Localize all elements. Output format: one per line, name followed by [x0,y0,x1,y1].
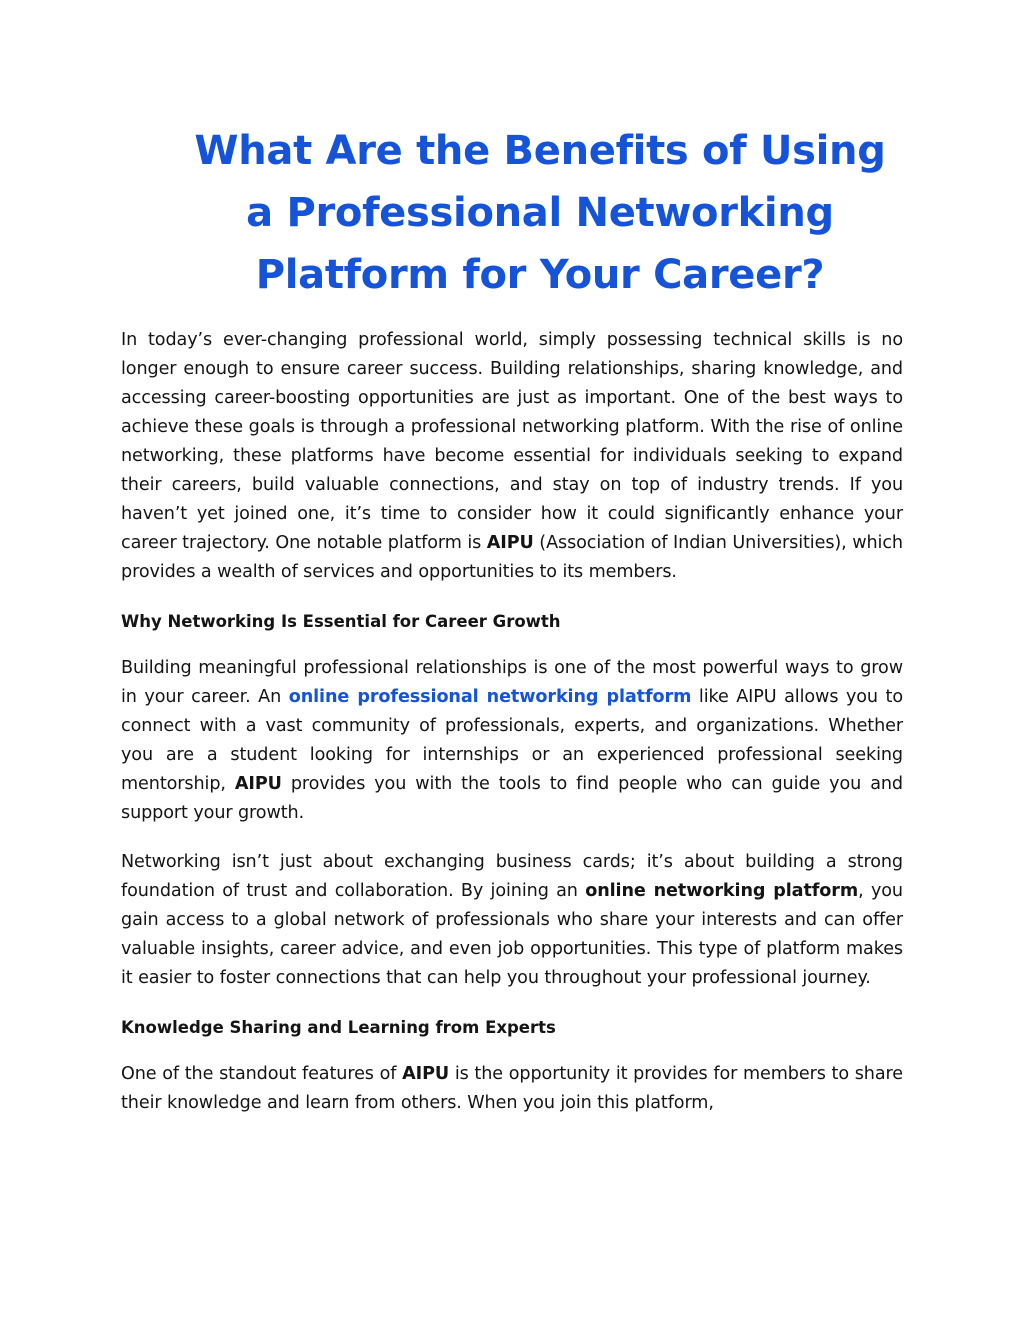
networking-p2-bold: online networking platform [585,881,859,901]
networking-p2-text-1: Networking isn’t just about exchanging business cards; it’s about building a strong foundation of trust and collaboration. By joining an [121,852,903,901]
article-body [121,326,903,1138]
page-title [150,120,930,306]
title-line-3: Platform for Your Career? [255,252,825,298]
networking-p1-text-3: provides you with the tools to find people who can guide you and support your growth. [121,774,903,823]
title-line-1: What Are the Benefits of Using [194,128,886,174]
intro-aipu-bold: AIPU [486,533,534,553]
knowledge-paragraph-1 [121,1060,903,1118]
intro-text-2: (Association of Indian Universities), which provides a wealth of services and opportunities to its members. [121,533,903,582]
networking-p1-aipu-bold: AIPU [234,774,282,794]
online-networking-platform-link[interactable]: online professional networking platform [288,687,692,707]
intro-text-1: In today’s ever-changing professional world, simply possessing technical skills is no longer enough to ensure career success. Building relationships, sharing knowledge, and accessing career-boosting opportunities are just as important. One of the best ways to achieve these goals is through a professional networking platform. With the rise of online networking, these platforms have become essential for individuals seeking to expand their careers, build valuable connections, and stay on top of industry trends. If you haven’t yet joined one, it’s time to consider how it could significantly enhance your career trajectory. One notable platform is [121,330,903,553]
title-line-2: a Professional Networking [246,190,834,236]
knowledge-p1-aipu-bold: AIPU [402,1064,450,1084]
networking-p2-text-2: , you gain access to a global network of professionals who share your interests and can offer valuable insights, career advice, and even job opportunities. This type of platform makes it easier to foster connections that can help you throughout your professional journey. [121,881,903,988]
networking-p1-text-2: like AIPU allows you to connect with a vast community of professionals, experts, and organizations. Whether you are a student looking for internships or an experienced professional seeking mentorship, [121,687,904,794]
knowledge-p1-text-2: is the opportunity it provides for members to share their knowledge and learn from others. When you join this platform, [121,1064,903,1113]
knowledge-p1-text-1: One of the standout features of [121,1064,403,1084]
section-heading-networking: Why Networking Is Essential for Career Growth [121,612,561,631]
networking-paragraph-1 [121,654,903,828]
section-heading-knowledge: Knowledge Sharing and Learning from Experts [121,1018,556,1037]
networking-paragraph-2 [121,848,903,993]
intro-paragraph [121,326,903,587]
networking-p1-text-1: Building meaningful professional relationships is one of the most powerful ways to grow in your career. An [121,658,903,707]
